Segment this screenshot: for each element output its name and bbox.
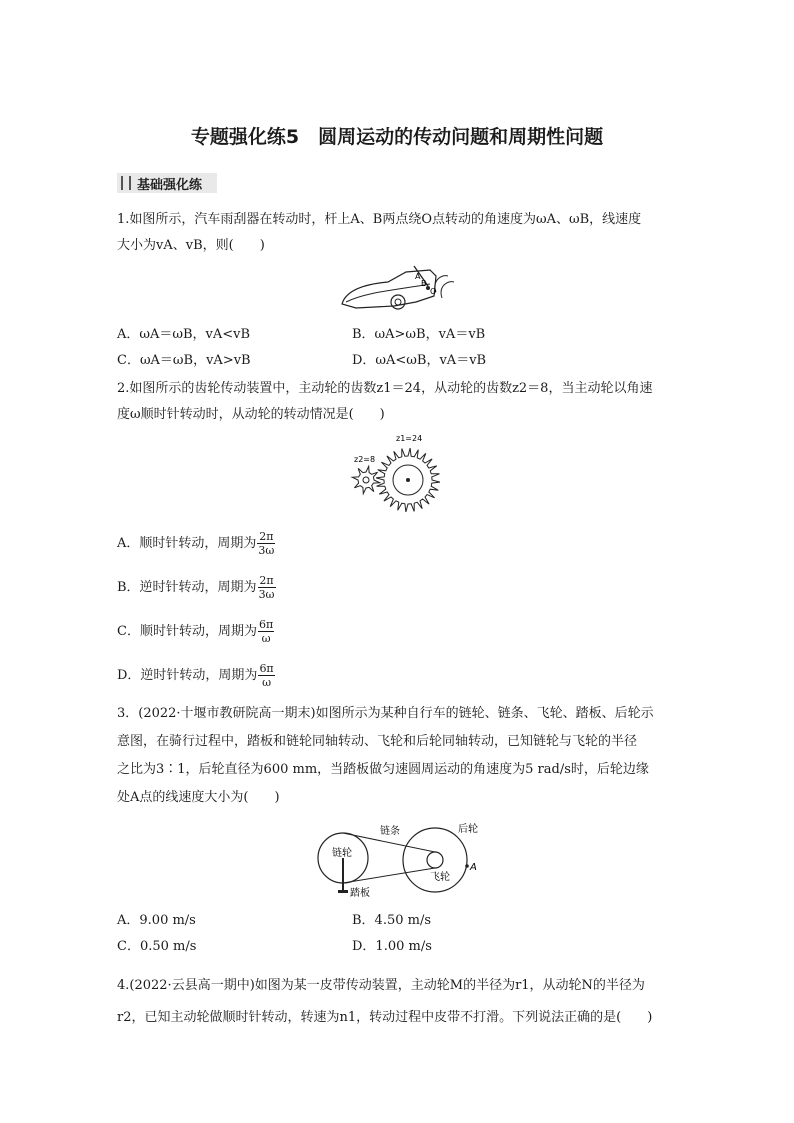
q1-option-b[interactable]: B．ωA>ωB，vA＝vB [352, 327, 486, 342]
q2-option-d-den: ω [262, 676, 272, 689]
fig1-label-a: A [415, 272, 421, 281]
q2-line2: 度ω顺时针转动时，从动轮的转动情况是( ) [117, 407, 385, 422]
q2-option-b-num: 2π [259, 574, 274, 587]
q4-line1: 4.(2022·云县高一期中)如图为某一皮带传动装置，主动轮M的半径为r1，从动轮N的半径为 [117, 978, 645, 993]
q2-option-d-text: D．逆时针转动，周期为 [117, 668, 258, 683]
bicycle-figure [310, 818, 490, 900]
fig3-label-rear: 后轮 [458, 824, 478, 835]
q1-option-a[interactable]: A．ωA＝ωB，vA<vB [117, 327, 251, 342]
q3-option-b[interactable]: B．4.50 m/s [352, 913, 432, 928]
q1-option-c[interactable]: C．ωA＝ωB，vA>vB [117, 353, 251, 368]
q2-option-a[interactable] [117, 530, 275, 557]
fig1-label-o: O [430, 287, 437, 296]
q4-line2: r2，已知主动轮做顺时针转动，转速为n1，转动过程中皮带不打滑。下列说法正确的是( ) [117, 1010, 653, 1025]
q2-option-a-num: 2π [259, 530, 274, 543]
fig3-label-point-a: A [470, 862, 477, 873]
q2-stem [117, 376, 677, 428]
q2-option-c-den: ω [261, 632, 271, 645]
q1-line1: 1.如图所示，汽车雨刮器在转动时，杆上A、B两点绕O点转动的角速度为ωA、ωB，线速度 [117, 212, 642, 227]
section-label: 基础强化练 [137, 177, 203, 193]
q3-option-a[interactable]: A．9.00 m/s [117, 913, 196, 928]
q3-option-c[interactable]: C．0.50 m/s [117, 939, 197, 954]
page-title: 专题强化练5 圆周运动的传动问题和周期性问题 [190, 126, 604, 148]
fig3-label-chainring: 链轮 [332, 848, 352, 859]
section-tag [117, 173, 217, 193]
fig3-label-chain: 链条 [380, 826, 400, 837]
q2-option-c[interactable] [117, 618, 274, 645]
q2-option-b-den: 3ω [258, 588, 275, 601]
q2-line1: 2.如图所示的齿轮传动装置中，主动轮的齿数z1＝24，从动轮的齿数z2＝8，当主动轮以角速 [117, 381, 653, 396]
q3-line2: 意图，在骑行过程中，踏板和链轮同轴转动、飞轮和后轮同轴转动，已知链轮与飞轮的半径 [117, 734, 638, 749]
q3-stem [117, 700, 677, 812]
fig1-label-b: B [421, 279, 427, 288]
q3-line3: 之比为3∶1，后轮直径为600 mm，当踏板做匀速圆周运动的角速度为5 rad/s时，后轮边缘 [117, 762, 649, 777]
q1-line2: 大小为vA、vB，则( ) [117, 238, 265, 253]
q2-option-d[interactable] [117, 662, 275, 689]
q2-option-b[interactable] [117, 574, 276, 601]
q2-option-c-text: C．顺时针转动，周期为 [117, 624, 257, 639]
fig3-label-pedal: 踏板 [350, 888, 370, 899]
driven-gear-icon [352, 466, 379, 493]
q2-option-a-fraction [257, 530, 275, 557]
gear-figure [350, 430, 460, 512]
q2-option-a-den: 3ω [258, 544, 275, 557]
fig2-label-z1: z1=24 [396, 434, 423, 443]
q2-option-c-num: 6π [258, 618, 274, 631]
q2-option-a-text: A．顺时针转动，周期为 [117, 536, 257, 551]
fig2-label-z2: z2=8 [354, 455, 376, 464]
q2-option-c-fraction [258, 618, 274, 645]
q3-line1: 3．(2022·十堰市教研院高一期末)如图所示为某种自行车的链轮、链条、飞轮、踏板、后轮示 [117, 706, 654, 721]
section-bars-icon [121, 176, 131, 190]
q1-stem [117, 207, 677, 259]
q3-line4: 处A点的线速度大小为( ) [117, 790, 280, 805]
fig3-label-flywheel: 飞轮 [430, 872, 450, 883]
wiper-figure [336, 262, 460, 318]
q2-option-d-num: 6π [259, 662, 274, 675]
q2-option-d-fraction [258, 662, 274, 689]
q2-option-b-fraction [258, 574, 276, 601]
q3-option-d[interactable]: D．1.00 m/s [352, 939, 432, 954]
q1-option-d[interactable]: D．ωA<ωB，vA＝vB [352, 353, 487, 368]
q2-option-b-text: B．逆时针转动，周期为 [117, 580, 257, 595]
q4-stem [117, 970, 677, 1034]
